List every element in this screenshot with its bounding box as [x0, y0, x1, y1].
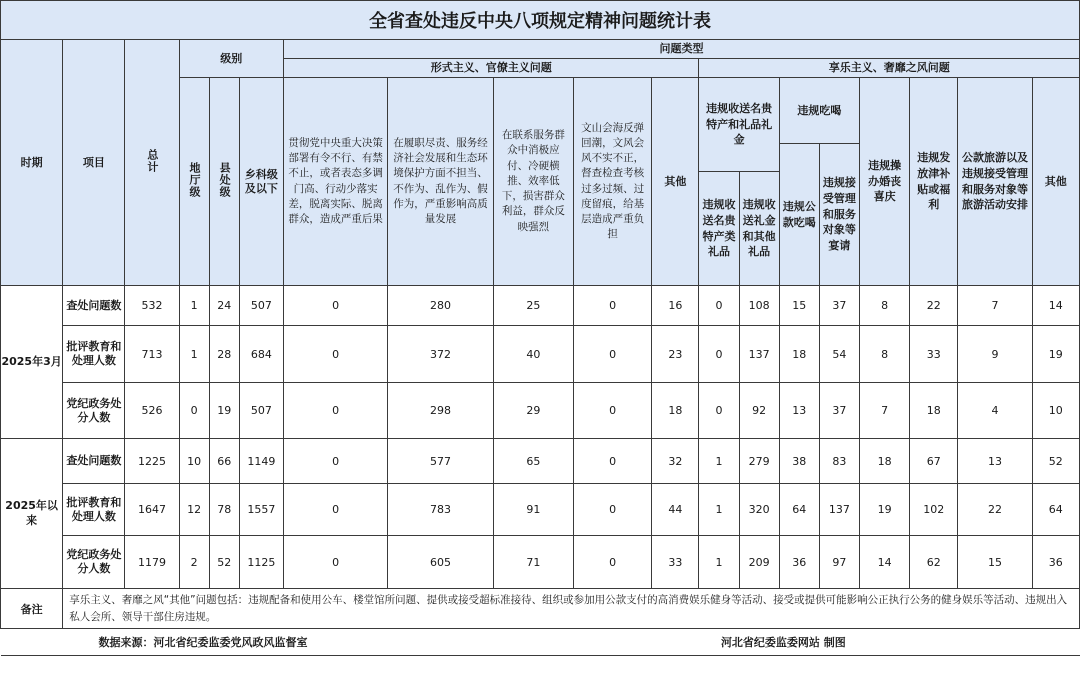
cell: 12 — [179, 484, 209, 536]
cell: 78 — [209, 484, 239, 536]
cell: 280 — [388, 286, 493, 326]
cell: 279 — [739, 439, 779, 484]
chart-credit: 河北省纪委监委网站 制图 — [699, 629, 1080, 656]
cell: 1149 — [239, 439, 283, 484]
cell-total: 1179 — [125, 536, 179, 589]
cell: 18 — [860, 439, 910, 484]
header-hedonism-col-wedding: 违规操办婚丧喜庆 — [860, 78, 910, 286]
note-text: 享乐主义、奢靡之风“其他”问题包括：违规配备和使用公车、楼堂馆所问题、提供或接受超标准接待、组织或参加用公款支付的高消费娱乐健身等活动、接受或提供可能影响公正执行公务的健身娱乐等活动、违规出入私人会所、领导干部住房违规。 — [63, 589, 1080, 629]
cell: 92 — [739, 383, 779, 439]
header-hedonism-col-travel: 公款旅游以及违规接受管理和服务对象等旅游活动安排 — [958, 78, 1032, 286]
cell: 13 — [958, 439, 1032, 484]
cell-total: 1647 — [125, 484, 179, 536]
cell: 15 — [958, 536, 1032, 589]
cell: 137 — [739, 326, 779, 383]
cell: 9 — [958, 326, 1032, 383]
cell: 0 — [574, 383, 652, 439]
cell: 32 — [652, 439, 699, 484]
header-formalism-other: 其他 — [652, 78, 699, 286]
header-problem-type: 问题类型 — [283, 40, 1079, 59]
cell: 52 — [1032, 439, 1079, 484]
cell: 507 — [239, 383, 283, 439]
header-gift-specialty: 违规收送名贵特产类礼品 — [699, 172, 739, 286]
cell: 0 — [574, 439, 652, 484]
period-cell: 2025年3月 — [1, 286, 63, 439]
cell-total: 526 — [125, 383, 179, 439]
header-gift-cash: 违规收送礼金和其他礼品 — [739, 172, 779, 286]
cell: 64 — [1032, 484, 1079, 536]
header-dining-group: 违规吃喝 — [779, 78, 859, 144]
cell: 1 — [179, 286, 209, 326]
cell: 36 — [779, 536, 819, 589]
cell: 1 — [179, 326, 209, 383]
table-row — [1, 536, 1080, 589]
cell: 67 — [910, 439, 958, 484]
cell: 137 — [819, 484, 859, 536]
table-row — [1, 326, 1080, 383]
cell: 684 — [239, 326, 283, 383]
header-level-county — [209, 78, 239, 286]
header-level: 级别 — [179, 40, 283, 78]
cell: 0 — [574, 286, 652, 326]
cell: 19 — [860, 484, 910, 536]
cell: 44 — [652, 484, 699, 536]
header-hedonism: 享乐主义、奢靡之风问题 — [699, 59, 1080, 78]
cell: 1125 — [239, 536, 283, 589]
cell: 62 — [910, 536, 958, 589]
cell-total: 1225 — [125, 439, 179, 484]
cell: 91 — [493, 484, 573, 536]
row-label: 党纪政务处分人数 — [63, 536, 125, 589]
cell: 16 — [652, 286, 699, 326]
cell: 507 — [239, 286, 283, 326]
cell: 52 — [209, 536, 239, 589]
cell: 66 — [209, 439, 239, 484]
cell: 22 — [958, 484, 1032, 536]
cell: 10 — [179, 439, 209, 484]
cell: 1557 — [239, 484, 283, 536]
cell: 320 — [739, 484, 779, 536]
row-label: 批评教育和处理人数 — [63, 326, 125, 383]
header-formalism: 形式主义、官僚主义问题 — [283, 59, 698, 78]
cell: 1 — [699, 439, 739, 484]
table-row — [1, 484, 1080, 536]
cell: 0 — [283, 484, 387, 536]
cell: 71 — [493, 536, 573, 589]
cell: 0 — [179, 383, 209, 439]
row-label: 党纪政务处分人数 — [63, 383, 125, 439]
cell: 54 — [819, 326, 859, 383]
cell: 25 — [493, 286, 573, 326]
header-total-label: 总计 — [145, 148, 159, 173]
cell: 19 — [209, 383, 239, 439]
cell: 0 — [283, 326, 387, 383]
cell: 0 — [283, 536, 387, 589]
table-row — [1, 383, 1080, 439]
cell: 29 — [493, 383, 573, 439]
row-label: 查处问题数 — [63, 286, 125, 326]
cell: 2 — [179, 536, 209, 589]
cell-total: 532 — [125, 286, 179, 326]
cell: 8 — [860, 326, 910, 383]
header-dining-banquet: 违规接受管理和服务对象等宴请 — [819, 144, 859, 286]
row-label: 查处问题数 — [63, 439, 125, 484]
cell: 15 — [779, 286, 819, 326]
cell: 8 — [860, 286, 910, 326]
header-formalism-col-3: 在联系服务群众中消极应付、冷硬横推、效率低下，损害群众利益，群众反映强烈 — [493, 78, 573, 286]
header-level-prefecture — [179, 78, 209, 286]
cell: 83 — [819, 439, 859, 484]
row-label: 批评教育和处理人数 — [63, 484, 125, 536]
cell: 14 — [860, 536, 910, 589]
cell: 0 — [574, 536, 652, 589]
header-formalism-col-4: 文山会海反弹回潮，文风会风不实不正，督查检查考核过多过频、过度留痕，给基层造成严重负担 — [574, 78, 652, 286]
cell: 7 — [860, 383, 910, 439]
header-formalism-col-1: 贯彻党中央重大决策部署有令不行、有禁不止，或者表态多调门高、行动少落实差，脱离实际、脱离群众，造成严重后果 — [283, 78, 387, 286]
cell: 108 — [739, 286, 779, 326]
cell: 37 — [819, 286, 859, 326]
cell: 0 — [699, 383, 739, 439]
cell: 37 — [819, 383, 859, 439]
cell: 7 — [958, 286, 1032, 326]
cell: 0 — [574, 484, 652, 536]
cell: 13 — [779, 383, 819, 439]
cell: 577 — [388, 439, 493, 484]
cell: 22 — [910, 286, 958, 326]
header-hedonism-other: 其他 — [1032, 78, 1079, 286]
cell: 36 — [1032, 536, 1079, 589]
table-title: 全省查处违反中央八项规定精神问题统计表 — [1, 1, 1080, 40]
cell: 0 — [283, 286, 387, 326]
cell: 1 — [699, 536, 739, 589]
cell: 1 — [699, 484, 739, 536]
cell: 0 — [699, 286, 739, 326]
header-level-prefecture-label: 地厅级 — [188, 161, 202, 198]
cell: 18 — [779, 326, 819, 383]
cell: 14 — [1032, 286, 1079, 326]
cell: 0 — [283, 439, 387, 484]
cell: 18 — [910, 383, 958, 439]
cell: 18 — [652, 383, 699, 439]
period-cell: 2025年以来 — [1, 439, 63, 589]
table-row — [1, 286, 1080, 326]
header-level-county-label: 县处级 — [218, 161, 232, 198]
cell: 102 — [910, 484, 958, 536]
cell: 372 — [388, 326, 493, 383]
cell-total: 713 — [125, 326, 179, 383]
cell: 65 — [493, 439, 573, 484]
header-gift-group: 违规收送名贵特产和礼品礼金 — [699, 78, 779, 172]
header-item: 项目 — [63, 40, 125, 286]
table-row — [1, 439, 1080, 484]
cell: 0 — [283, 383, 387, 439]
cell: 783 — [388, 484, 493, 536]
cell: 40 — [493, 326, 573, 383]
cell: 33 — [910, 326, 958, 383]
cell: 97 — [819, 536, 859, 589]
cell: 33 — [652, 536, 699, 589]
header-total — [125, 40, 179, 286]
header-period: 时期 — [1, 40, 63, 286]
cell: 298 — [388, 383, 493, 439]
cell: 209 — [739, 536, 779, 589]
cell: 0 — [574, 326, 652, 383]
header-hedonism-col-subsidy: 违规发放津补贴或福利 — [910, 78, 958, 286]
cell: 28 — [209, 326, 239, 383]
cell: 23 — [652, 326, 699, 383]
cell: 0 — [699, 326, 739, 383]
cell: 38 — [779, 439, 819, 484]
cell: 64 — [779, 484, 819, 536]
data-source: 数据来源：河北省纪委监委党风政风监督室 — [1, 629, 699, 656]
cell: 19 — [1032, 326, 1079, 383]
cell: 605 — [388, 536, 493, 589]
header-level-township: 乡科级及以下 — [239, 78, 283, 286]
header-dining-public: 违规公款吃喝 — [779, 144, 819, 286]
header-formalism-col-2: 在履职尽责、服务经济社会发展和生态环境保护方面不担当、不作为、乱作为、假作为，严重影响高质量发展 — [388, 78, 493, 286]
cell: 10 — [1032, 383, 1079, 439]
note-label: 备注 — [1, 589, 63, 629]
cell: 4 — [958, 383, 1032, 439]
cell: 24 — [209, 286, 239, 326]
